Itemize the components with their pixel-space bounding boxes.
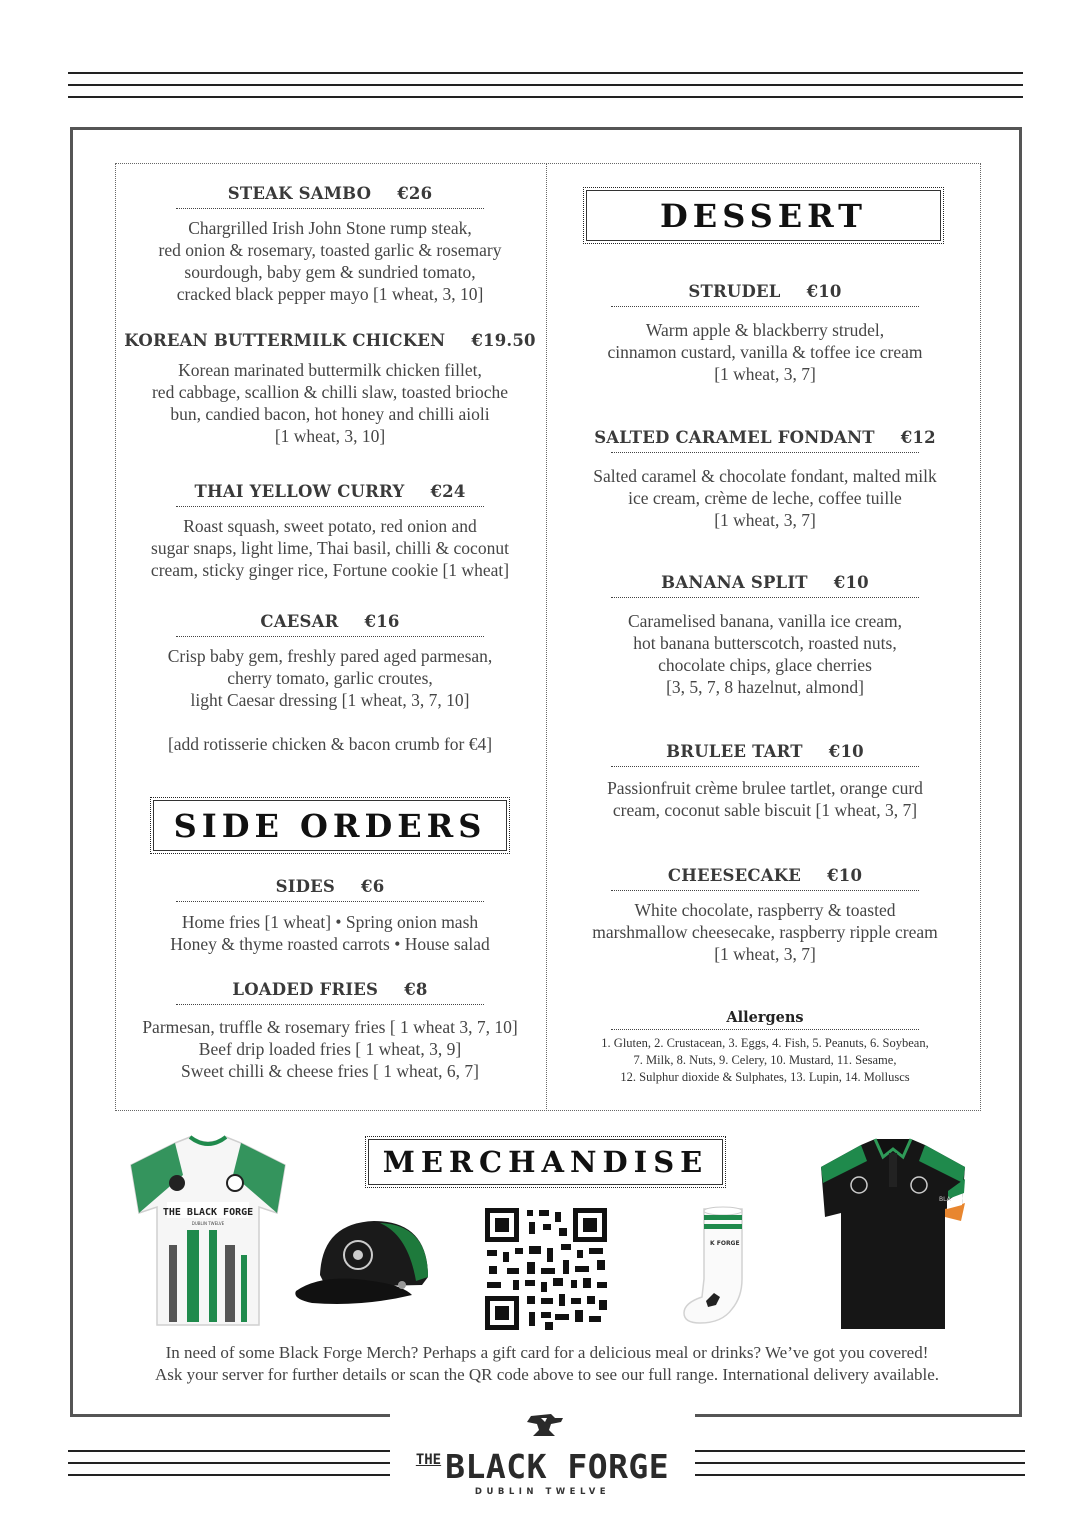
item-title: STRUDEL €10 bbox=[688, 282, 842, 301]
item-description: Parmesan, truffle & rosemary fries [ 1 wheat 3, 7, 10] Beef drip loaded fries [ 1 wheat, 3, 9] Sweet chilli & cheese fries [ 1 wheat, 6, 7] bbox=[142, 1017, 518, 1081]
jersey-logo-text: THE BLACK FORGE bbox=[162, 1207, 254, 1218]
menu-item-thai-curry bbox=[120, 482, 540, 581]
brand-logo bbox=[400, 1410, 685, 1497]
item-title: THAI YELLOW CURRY €24 bbox=[194, 482, 466, 501]
item-title: BANANA SPLIT €10 bbox=[661, 573, 869, 592]
item-description: Warm apple & blackberry strudel, cinnamon custard, vanilla & toffee ice cream [1 wheat, 3, 7] bbox=[607, 320, 923, 384]
item-rule bbox=[176, 1004, 484, 1005]
item-description: Crisp baby gem, freshly pared aged parmesan, cherry tomato, garlic croutes, light Caesar dressing [1 wheat, 3, 7, 10] [add rotisserie chicken & bacon crumb for €4] bbox=[120, 645, 540, 755]
merch-footer-text: In need of some Black Forge Merch? Perhaps a gift card for a delicious meal or drinks? We’ve got you covered! Ask your server for further details or scan the QR code above to see our full range. International delivery available. bbox=[154, 1343, 940, 1384]
allergens-rule bbox=[611, 1029, 919, 1030]
item-title: SIDES €6 bbox=[275, 877, 385, 896]
merchandise-heading: MERCHANDISE bbox=[365, 1136, 726, 1188]
menu-item-salted-caramel bbox=[560, 428, 970, 531]
bottom-rule-left-3 bbox=[68, 1474, 390, 1476]
item-rule bbox=[176, 506, 484, 507]
item-rule bbox=[611, 452, 919, 453]
item-description: Passionfruit crème brulee tartlet, orange curd cream, coconut sable biscuit [1 wheat, 3, 7] bbox=[607, 778, 923, 820]
bottom-rule-right-2 bbox=[695, 1462, 1025, 1464]
menu-item-brulee-tart bbox=[560, 742, 970, 821]
allergens-block bbox=[560, 1009, 970, 1086]
item-title: LOADED FRIES €8 bbox=[232, 980, 428, 999]
item-description: White chocolate, raspberry & toasted marshmallow cheesecake, raspberry ripple cream [1 wheat, 3, 7] bbox=[592, 900, 938, 964]
qr-code[interactable] bbox=[485, 1208, 607, 1330]
item-rule bbox=[176, 901, 484, 902]
svg-text:K FORGE: K FORGE bbox=[710, 1240, 740, 1247]
jersey-logo-sub: DUBLIN TWELVE bbox=[191, 1221, 225, 1226]
item-description: Home fries [1 wheat] • Spring onion mash Honey & thyme roasted carrots • House salad bbox=[170, 912, 490, 954]
dessert-heading: DESSERT bbox=[583, 187, 944, 244]
anvil-logo-icon bbox=[521, 1412, 565, 1442]
sock-image bbox=[680, 1205, 760, 1327]
brand-subtitle: DUBLIN TWELVE bbox=[474, 1487, 611, 1497]
item-description: Korean marinated buttermilk chicken fillet, red cabbage, scallion & chilli slaw, toasted brioche bun, candied bacon, hot honey and chilli aioli [1 wheat, 3, 10] bbox=[151, 360, 509, 446]
item-title: KOREAN BUTTERMILK CHICKEN €19.50 bbox=[124, 331, 536, 350]
item-description: Salted caramel & chocolate fondant, malted milk ice cream, crème de leche, coffee tuille [1 wheat, 3, 7] bbox=[593, 466, 937, 530]
svg-text:BLA: BLA bbox=[939, 1196, 951, 1203]
menu-item-korean-chicken bbox=[120, 331, 540, 447]
item-title: SALTED CARAMEL FONDANT €12 bbox=[594, 428, 936, 447]
item-rule bbox=[611, 890, 919, 891]
bottom-rule-left-2 bbox=[68, 1462, 390, 1464]
caesar-addon: [add rotisserie chicken & bacon crumb for €4] bbox=[167, 734, 493, 754]
item-rule bbox=[611, 597, 919, 598]
menu-item-steak-sambo bbox=[120, 184, 540, 305]
side-orders-heading: SIDE ORDERS bbox=[150, 797, 510, 854]
menu-item-cheesecake bbox=[560, 866, 970, 965]
item-description: Chargrilled Irish John Stone rump steak, red onion & rosemary, toasted garlic & rosemary sourdough, baby gem & sundried tomato, cracked black pepper mayo [1 wheat, 3, 10] bbox=[158, 218, 502, 304]
bottom-rule-right-1 bbox=[695, 1450, 1025, 1452]
item-rule bbox=[176, 636, 484, 637]
item-rule bbox=[611, 306, 919, 307]
bottom-rule-right-3 bbox=[695, 1474, 1025, 1476]
bottom-rule-left-1 bbox=[68, 1450, 390, 1452]
item-rule bbox=[611, 766, 919, 767]
menu-item-loaded-fries bbox=[120, 980, 540, 1082]
item-title: CHEESECAKE €10 bbox=[667, 866, 863, 885]
item-description: Caramelised banana, vanilla ice cream, hot banana butterscotch, roasted nuts, chocolate chips, glace cherries [3, 5, 7, 8 hazelnut, almond] bbox=[627, 611, 903, 697]
item-description: Roast squash, sweet potato, red onion and sugar snaps, light lime, Thai basil, chilli & coconut cream, sticky ginger rice, Fortune cookie [1 wheat] bbox=[150, 516, 510, 580]
menu-item-sides bbox=[120, 877, 540, 955]
cap-image bbox=[292, 1215, 432, 1310]
item-title: CAESAR €16 bbox=[260, 612, 400, 631]
jersey-image bbox=[125, 1135, 291, 1330]
item-title: BRULEE TART €10 bbox=[666, 742, 864, 761]
allergens-title: Allergens bbox=[726, 1009, 804, 1026]
polo-image bbox=[815, 1135, 971, 1333]
menu-column-divider bbox=[546, 163, 547, 1111]
left-column bbox=[120, 0, 540, 1120]
menu-item-strudel bbox=[560, 282, 970, 385]
menu-item-banana-split bbox=[560, 573, 970, 698]
item-rule bbox=[176, 208, 484, 209]
allergens-list: 1. Gluten, 2. Crustacean, 3. Eggs, 4. Fish, 5. Peanuts, 6. Soybean, 7. Milk, 8. Nuts, 9. Celery, 10. Mustard, 11. Sesame, 12. Sulphur dioxide & Sulphates, 13. Lupin, 14. Molluscs bbox=[601, 1036, 929, 1084]
item-title: STEAK SAMBO €26 bbox=[227, 184, 433, 203]
brand-name: $^{THE}$ BLACK FORGE bbox=[415, 1447, 670, 1486]
right-column bbox=[560, 0, 970, 1120]
menu-item-caesar bbox=[120, 612, 540, 755]
